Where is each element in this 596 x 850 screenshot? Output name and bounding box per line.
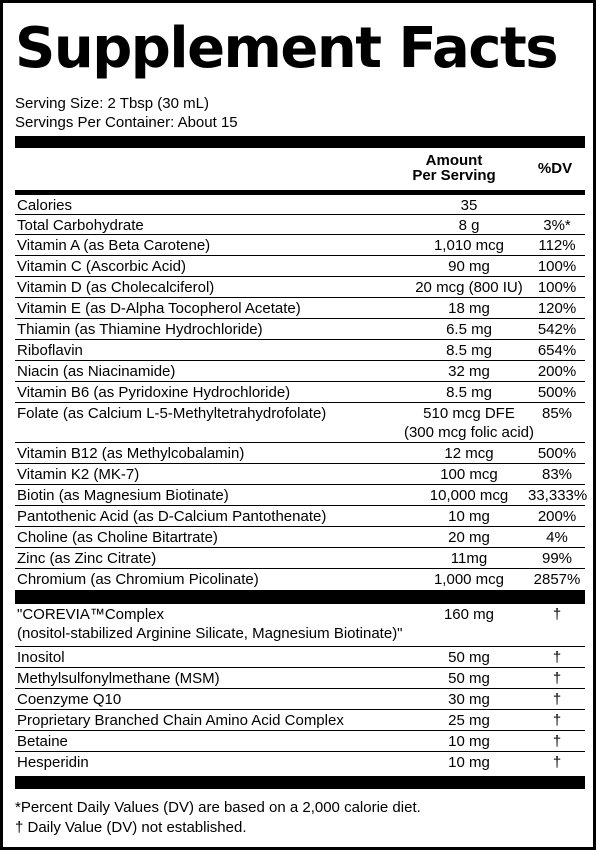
nutrient-row-amount-text: 12 mcg xyxy=(444,445,494,462)
label-title: Supplement Facts xyxy=(15,16,558,81)
nutrient-row-amount xyxy=(390,278,548,297)
nutrient-row-dv: 85% xyxy=(541,405,573,422)
blend-row-name-text: Hesperidin xyxy=(17,754,89,771)
nutrient-row-name-text: Niacin (as Niacinamide) xyxy=(17,363,176,380)
nutrient-row-amount xyxy=(390,507,548,526)
nutrient-row-dv: 120% xyxy=(537,300,577,317)
blend-row-name-text-line2: (nositol-stabilized Arginine Silicate, Magnesium Biotinate)" xyxy=(17,625,403,642)
blend-row-dv: † xyxy=(552,733,562,750)
nutrient-row-amount xyxy=(390,341,548,360)
nutrient-row-name xyxy=(17,341,83,360)
nutrient-row-amount xyxy=(390,444,548,463)
nutrient-row-name-text: Vitamin C (Ascorbic Acid) xyxy=(17,258,186,275)
nutrient-row-amount-text: 10,000 mcg xyxy=(429,487,509,504)
nutrient-row-dv: 3%* xyxy=(543,217,571,234)
nutrient-row-name-text: Biotin (as Magnesium Biotinate) xyxy=(17,487,229,504)
nutrient-row-name xyxy=(17,236,210,255)
nutrient-row-amount xyxy=(390,528,548,547)
nutrient-row xyxy=(15,506,585,527)
nutrient-row-amount xyxy=(390,570,548,589)
nutrient-row xyxy=(15,319,585,340)
nutrient-row-amount-text: 20 mcg (800 IU) xyxy=(415,279,523,296)
nutrient-row-name-text: Calories xyxy=(17,197,73,214)
thick-divider-bottom xyxy=(15,776,585,789)
blend-row xyxy=(15,647,585,668)
nutrient-row-dv: 2857% xyxy=(533,571,581,588)
blend-row-amount xyxy=(390,711,548,730)
nutrient-row xyxy=(15,256,585,277)
blend-row-name xyxy=(17,669,220,688)
nutrient-row xyxy=(15,277,585,298)
nutrient-row-amount xyxy=(390,383,548,402)
nutrient-row-amount xyxy=(390,549,548,568)
nutrient-row-dv: 542% xyxy=(537,321,577,338)
nutrient-row-amount-text-line2: (300 mcg folic acid) xyxy=(403,424,535,441)
nutrient-row-amount xyxy=(390,320,548,339)
blend-row-amount xyxy=(390,753,548,772)
thick-divider-middle xyxy=(15,590,585,604)
nutrient-row-name-text: Vitamin A (as Beta Carotene) xyxy=(17,237,211,254)
blend-row-dv: † xyxy=(552,606,562,623)
nutrient-row-dv: 4% xyxy=(546,529,568,546)
nutrient-row-amount-text: 20 mg xyxy=(448,529,490,546)
nutrient-row-name-text: Total Carbohydrate xyxy=(17,217,144,234)
nutrient-row-dv: 500% xyxy=(537,445,577,462)
blend-row-amount-text: 25 mg xyxy=(448,712,490,729)
nutrient-row-dv: 500% xyxy=(537,384,577,401)
nutrient-row-name-text: Riboflavin xyxy=(17,342,83,359)
blend-row-dv: † xyxy=(552,691,562,708)
nutrient-row xyxy=(15,443,585,464)
blend-row-name xyxy=(17,690,121,709)
nutrient-row-amount-text: 1,000 mcg xyxy=(433,571,505,588)
nutrient-row-name xyxy=(17,299,301,318)
nutrient-row-amount-text: 8 g xyxy=(458,217,480,234)
nutrient-row-name-text: Pantothenic Acid (as D-Calcium Pantothenate) xyxy=(17,508,327,525)
nutrient-row-name xyxy=(17,507,326,526)
blend-row xyxy=(15,752,585,773)
blend-row-name xyxy=(17,732,68,751)
nutrient-row-name xyxy=(17,278,214,297)
nutrient-row-amount xyxy=(390,236,548,255)
blend-row-name xyxy=(17,648,65,667)
servings-per-container: Servings Per Container: About 15 xyxy=(15,114,238,131)
dv-header: %DV xyxy=(537,160,573,177)
blend-row-amount-text: 50 mg xyxy=(448,649,490,666)
nutrient-row-name xyxy=(17,404,326,423)
nutrient-row xyxy=(15,235,585,256)
nutrient-row-name-text: Vitamin B12 (as Methylcobalamin) xyxy=(17,445,245,462)
nutrient-row-name xyxy=(17,257,186,276)
blend-row-name-text: Proprietary Branched Chain Amino Acid Complex xyxy=(17,712,344,729)
amount-per-serving-header xyxy=(388,153,520,189)
blend-row xyxy=(15,604,585,647)
nutrient-row-dv: 100% xyxy=(537,279,577,296)
nutrient-row xyxy=(15,361,585,382)
blend-row-name-text: Betaine xyxy=(17,733,68,750)
nutrient-row-amount-text: 8.5 mg xyxy=(446,384,492,401)
nutrient-row-name-text: Folate (as Calcium L-5-Methyltetrahydrofolate) xyxy=(17,405,327,422)
nutrient-row-dv: 654% xyxy=(537,342,577,359)
nutrient-row xyxy=(15,464,585,485)
nutrient-row-name xyxy=(17,486,229,505)
blend-row xyxy=(15,668,585,689)
nutrient-row xyxy=(15,403,585,443)
nutrient-row-name-text: Chromium (as Chromium Picolinate) xyxy=(17,571,259,588)
nutrient-row xyxy=(15,485,588,506)
nutrient-row-amount xyxy=(390,299,548,318)
nutrient-row-dv: 200% xyxy=(537,363,577,380)
amount-header-line2: Per Serving xyxy=(412,167,496,184)
nutrient-row-amount xyxy=(390,216,548,235)
blend-row-amount-text: 10 mg xyxy=(448,754,490,771)
nutrient-row-name xyxy=(17,570,259,589)
footnote-percent-dv: *Percent Daily Values (DV) are based on a 2,000 calorie diet. xyxy=(15,799,421,816)
nutrient-row-amount-text: 90 mg xyxy=(448,258,490,275)
nutrient-row-name-text: Vitamin K2 (MK-7) xyxy=(17,466,140,483)
nutrient-row-amount-text: 35 xyxy=(460,197,478,214)
nutrient-row xyxy=(15,527,585,548)
blend-row-amount xyxy=(390,648,548,667)
nutrient-row-amount-text: 8.5 mg xyxy=(446,342,492,359)
nutrient-row-dv: 99% xyxy=(541,550,573,567)
nutrient-row-amount xyxy=(390,196,548,215)
nutrient-row-amount xyxy=(390,362,548,381)
blend-row-dv: † xyxy=(552,712,562,729)
nutrient-row-amount xyxy=(390,257,548,276)
nutrient-row-amount-text: 6.5 mg xyxy=(446,321,492,338)
blend-row-name-text: Inositol xyxy=(17,649,65,666)
nutrient-row-amount xyxy=(390,486,548,505)
nutrient-row-name xyxy=(17,383,290,402)
nutrient-row xyxy=(15,382,585,403)
nutrient-row-name-text: Thiamin (as Thiamine Hydrochloride) xyxy=(17,321,263,338)
nutrient-row-name-text: Vitamin D (as Cholecalciferol) xyxy=(17,279,215,296)
nutrient-row-amount-text: 1,010 mcg xyxy=(433,237,505,254)
nutrient-row-name xyxy=(17,362,175,381)
nutrient-row xyxy=(15,195,585,215)
nutrient-row-dv: 33,333% xyxy=(528,487,588,504)
nutrient-row-name xyxy=(17,528,218,547)
blend-row-name-text: "COREVIA™Complex xyxy=(17,606,165,623)
nutrient-row-name-text: Choline (as Choline Bitartrate) xyxy=(17,529,218,546)
blend-row-amount-text: 10 mg xyxy=(448,733,490,750)
blend-row-amount xyxy=(390,690,548,709)
nutrient-row-name xyxy=(17,196,72,215)
nutrient-row-name-text: Zinc (as Zinc Citrate) xyxy=(17,550,157,567)
nutrient-row-dv: 83% xyxy=(541,466,573,483)
blend-row-amount-text: 30 mg xyxy=(448,691,490,708)
blend-row-name xyxy=(17,711,344,730)
nutrient-row-name-text: Vitamin E (as D-Alpha Tocopherol Acetate) xyxy=(17,300,301,317)
nutrient-row-amount-text: 32 mg xyxy=(448,363,490,380)
nutrient-row xyxy=(15,340,585,361)
nutrient-row-amount-text: 18 mg xyxy=(448,300,490,317)
nutrient-row-dv: 112% xyxy=(538,237,576,254)
serving-size: Serving Size: 2 Tbsp (30 mL) xyxy=(15,95,209,112)
nutrient-row-name xyxy=(17,444,244,463)
nutrient-row-name-text: Vitamin B6 (as Pyridoxine Hydrochloride) xyxy=(17,384,291,401)
nutrient-row-amount xyxy=(390,404,548,442)
blend-row xyxy=(15,689,585,710)
blend-row-dv: † xyxy=(552,670,562,687)
blend-row-name xyxy=(17,605,403,643)
nutrient-row xyxy=(15,548,585,569)
nutrient-row-amount-text: 11mg xyxy=(450,550,488,567)
blend-row-amount-text: 50 mg xyxy=(448,670,490,687)
blend-row xyxy=(15,710,585,731)
nutrient-row-name xyxy=(17,465,139,484)
nutrient-row-name xyxy=(17,216,144,235)
blend-row-amount xyxy=(390,605,548,624)
blend-row-amount xyxy=(390,732,548,751)
blend-row-name-text: Methylsulfonylmethane (MSM) xyxy=(17,670,220,687)
blend-row-name-text: Coenzyme Q10 xyxy=(17,691,122,708)
nutrient-row-amount-text: 10 mg xyxy=(448,508,490,525)
blend-row xyxy=(15,731,585,752)
nutrient-row xyxy=(15,215,585,235)
thick-divider-top xyxy=(15,136,585,148)
blend-row-name xyxy=(17,753,89,772)
nutrient-row-dv: 200% xyxy=(537,508,577,525)
nutrient-row-amount xyxy=(390,465,548,484)
blend-row-amount-text: 160 mg xyxy=(443,606,495,623)
nutrient-row-dv: 100% xyxy=(537,258,577,275)
amount-header-line1: Amount xyxy=(425,152,483,169)
blend-row-dv: † xyxy=(552,649,562,666)
nutrient-row xyxy=(15,569,585,589)
nutrient-row-name xyxy=(17,549,156,568)
nutrient-row-amount-text: 510 mcg DFE xyxy=(423,405,515,422)
nutrient-row-name xyxy=(17,320,263,339)
blend-row-dv: † xyxy=(552,754,562,771)
blend-row-amount xyxy=(390,669,548,688)
nutrient-row xyxy=(15,298,585,319)
footnote-dv-not-established: † Daily Value (DV) not established. xyxy=(15,819,247,836)
nutrient-row-amount-text: 100 mcg xyxy=(440,466,498,483)
